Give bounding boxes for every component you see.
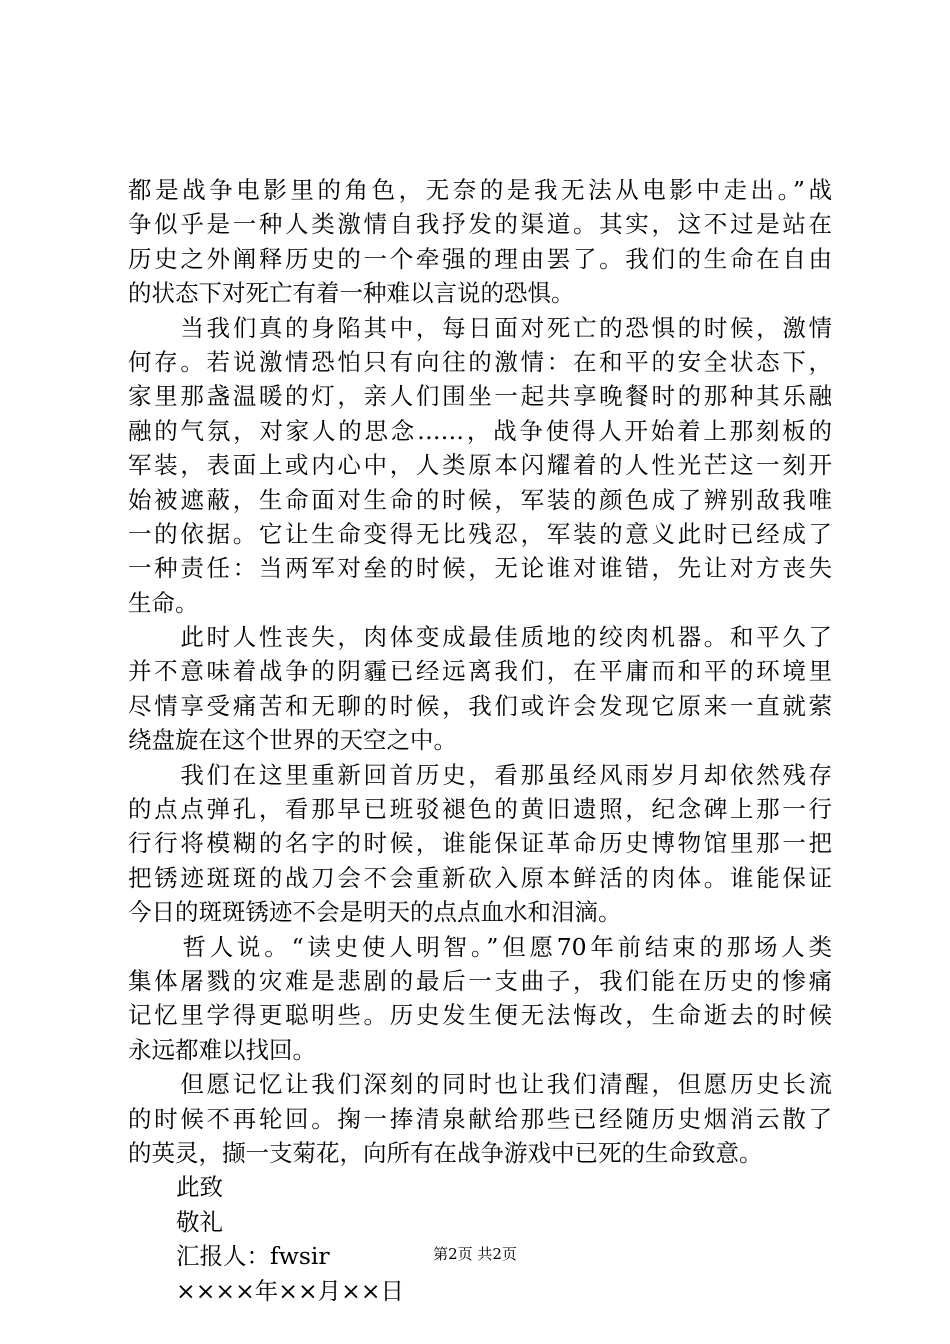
- paragraph-3: [128, 620, 832, 758]
- text-line: 争似乎是一种人类激情自我抒发的渠道。其实，这不过是站在: [128, 210, 832, 239]
- text-line: 的时候不再轮回。掬一捧清泉献给那些已经随历史烟消云散了: [128, 1104, 832, 1133]
- paragraph-2: [128, 311, 832, 621]
- text-line: 行行将模糊的名字的时候，谁能保证革命历史博物馆里那一把: [128, 829, 832, 858]
- text-line: 何存。若说激情恐怕只有向往的激情：在和平的安全状态下，: [128, 347, 832, 376]
- text-line: 并不意味着战争的阴霾已经远离我们，在平庸而和平的环境里: [128, 657, 832, 686]
- text-line: 我们在这里重新回首历史，看那虽经风雨岁月却依然残存: [128, 760, 832, 789]
- page-footer: 第2页 共2页: [433, 1245, 517, 1263]
- salutation-line: 此致: [176, 1173, 223, 1202]
- text-line: 今日的斑斑锈迹不会是明天的点点血水和泪滴。: [128, 898, 622, 927]
- paragraph-1: [128, 173, 832, 311]
- text-line: 的英灵，撷一支菊花，向所有在战争游戏中已死的生命致意。: [128, 1138, 763, 1167]
- text-line: 把锈迹斑斑的战刀会不会重新砍入原本鲜活的肉体。谁能保证: [128, 863, 832, 892]
- closing-block: [128, 1170, 832, 1308]
- text-line: 集体屠戮的灾难是悲剧的最后一支曲子，我们能在历史的惨痛: [128, 966, 832, 995]
- text-line: 都是战争电影里的角色，无奈的是我无法从电影中走出。”战: [128, 176, 832, 204]
- regards-line: 敬礼: [176, 1207, 223, 1236]
- text-line: 记忆里学得更聪明些。历史发生便无法悔改，生命逝去的时候: [128, 1001, 832, 1030]
- paragraph-4: [128, 758, 832, 930]
- date-line: ××××年××月××日: [176, 1276, 405, 1305]
- text-line: 当我们真的身陷其中，每日面对死亡的恐惧的时候，激情: [128, 313, 832, 342]
- document-body: [128, 173, 832, 1308]
- text-line: 但愿记忆让我们深刻的同时也让我们清醒，但愿历史长流: [128, 1070, 832, 1099]
- text-line: 的状态下对死亡有着一种难以言说的恐惧。: [128, 279, 575, 308]
- text-line: 一种责任：当两军对垒的时候，无论谁对谁错，先让对方丧失: [128, 554, 832, 583]
- paragraph-5: [128, 930, 832, 1068]
- paragraph-6: [128, 1067, 832, 1170]
- text-line: 此时人性丧失，肉体变成最佳质地的绞肉机器。和平久了: [128, 623, 832, 652]
- text-line: 绕盘旋在这个世界的天空之中。: [128, 726, 457, 755]
- text-line: 尽情享受痛苦和无聊的时候，我们或许会发现它原来一直就萦: [128, 691, 832, 720]
- text-line: 哲人说。“读史使人明智。”但愿70年前结束的那场人类: [128, 932, 832, 961]
- text-line: 历史之外阐释历史的一个牵强的理由罢了。我们的生命在自由: [128, 244, 832, 273]
- text-line: 的点点弹孔，看那早已班驳褪色的黄旧遗照，纪念碑上那一行: [128, 795, 832, 824]
- text-line: 生命。: [128, 588, 199, 617]
- text-line: 军装，表面上或内心中，人类原本闪耀着的人性光芒这一刻开: [128, 451, 832, 480]
- reporter-line: 汇报人：fwsir: [176, 1242, 330, 1271]
- text-line: 始被遮蔽，生命面对生命的时候，军装的颜色成了辨别敌我唯: [128, 485, 832, 514]
- text-line: 融的气氛，对家人的思念……，战争使得人开始着上那刻板的: [128, 416, 832, 445]
- text-line: 一的依据。它让生命变得无比残忍，军装的意义此时已经成了: [128, 519, 832, 548]
- text-line: 家里那盏温暖的灯，亲人们围坐一起共享晚餐时的那种其乐融: [128, 382, 832, 411]
- text-line: 永远都难以找回。: [128, 1035, 316, 1064]
